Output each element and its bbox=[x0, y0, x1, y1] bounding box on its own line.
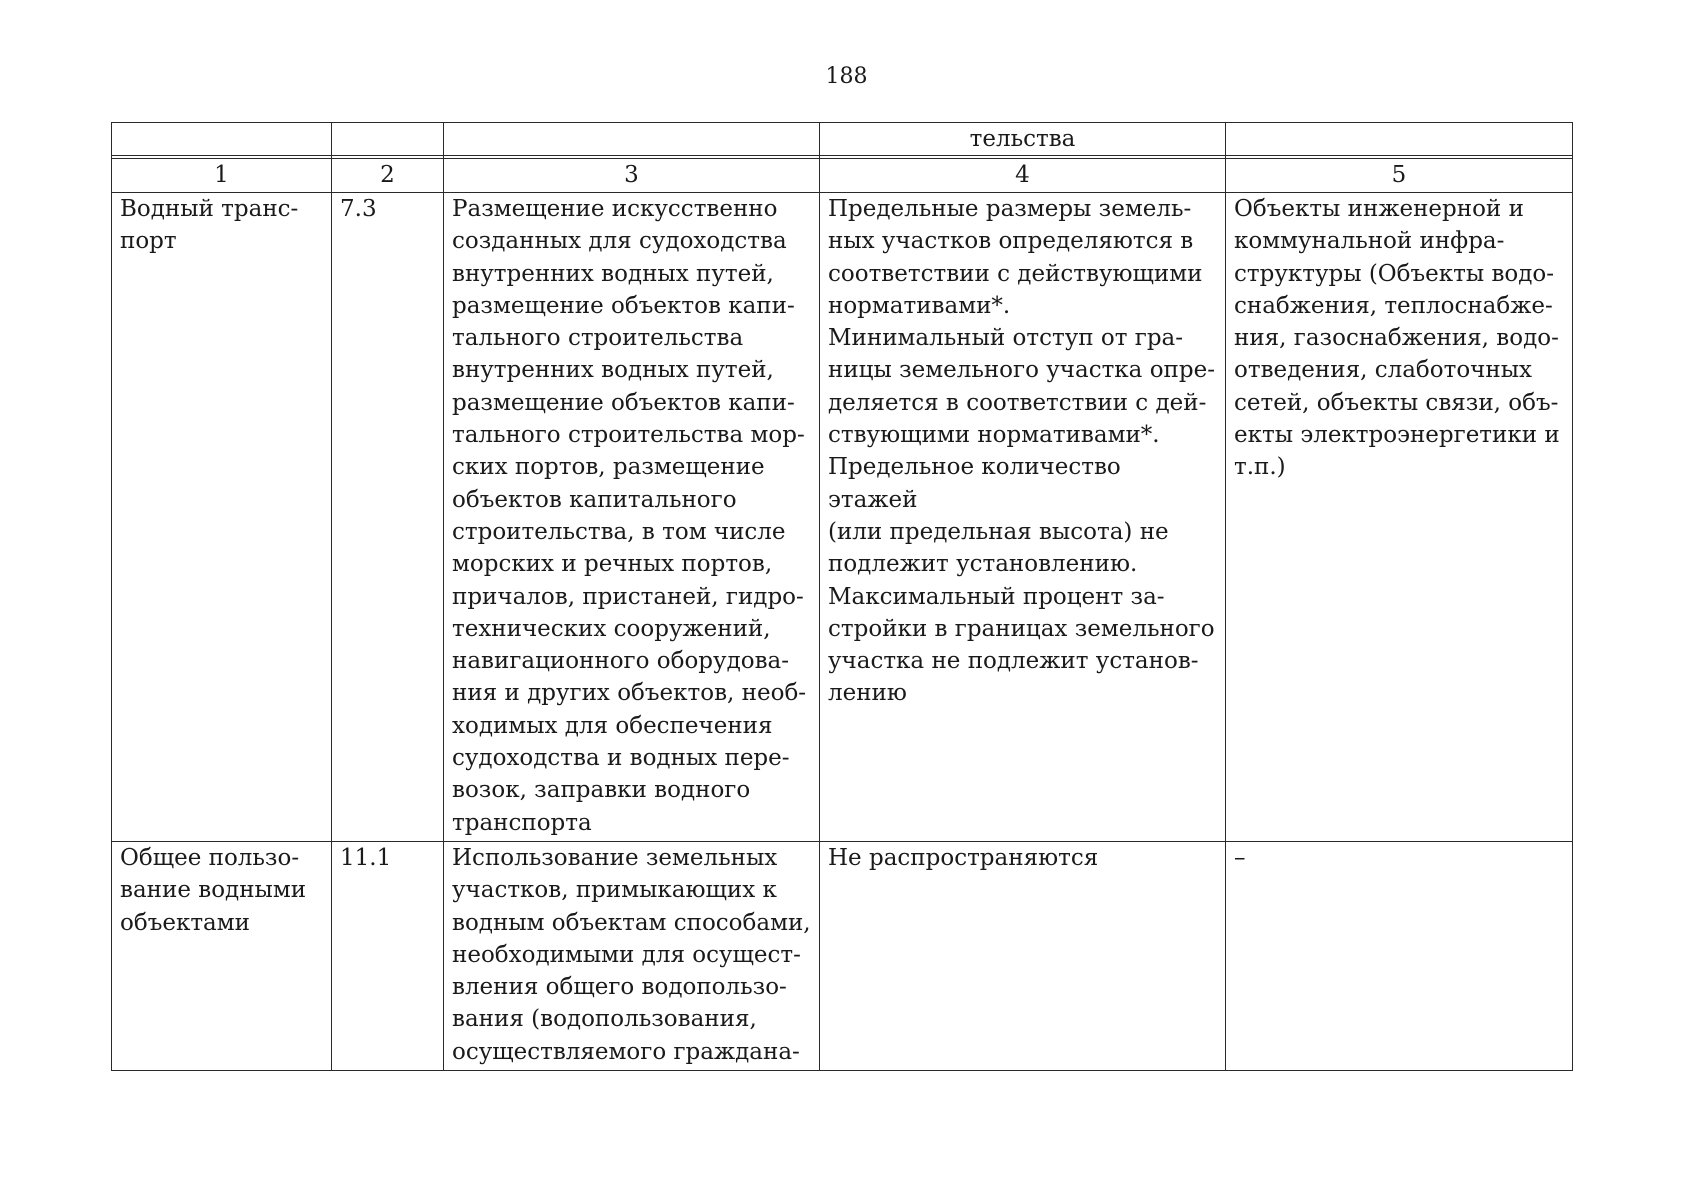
parameters-cell bbox=[820, 193, 1226, 842]
cell-line: вания (водопользования, bbox=[452, 1006, 757, 1033]
cell-line: Общее пользо- bbox=[120, 845, 300, 871]
cell-line: снабжения, теплоснабже- bbox=[1234, 292, 1553, 319]
cell-line: Размещение искусственно bbox=[452, 196, 778, 222]
page-number: 188 bbox=[825, 64, 868, 89]
cell-line: Не распространяются bbox=[828, 845, 1099, 871]
continuation-cell-5 bbox=[1226, 123, 1573, 156]
cell-line: участков, примыкающих к bbox=[452, 877, 777, 904]
cell-line: Водный транс- bbox=[120, 196, 299, 222]
cell-line: ницы земельного участка опре- bbox=[828, 357, 1215, 384]
cell-line: 11.1 bbox=[340, 845, 392, 871]
column-number-4: 4 bbox=[820, 159, 1226, 193]
auxiliary-uses-cell bbox=[1226, 842, 1573, 1071]
cell-line: Предельное количество этажей bbox=[828, 454, 1121, 513]
column-number-3: 3 bbox=[444, 159, 820, 193]
cell-line: ных участков определяются в bbox=[828, 228, 1194, 255]
cell-line: объектов капитального bbox=[452, 486, 737, 513]
cell-line: ния, газоснабжения, водо- bbox=[1234, 325, 1559, 352]
cell-line: коммунальной инфра- bbox=[1234, 228, 1505, 255]
cell-line: внутренних водных путей, bbox=[452, 260, 774, 287]
cell-line: внутренних водных путей, bbox=[452, 357, 774, 384]
cell-line: екты электроэнергетики и bbox=[1234, 422, 1560, 449]
cell-line: Минимальный отступ от гра- bbox=[828, 325, 1184, 352]
land-use-description-cell bbox=[444, 193, 820, 842]
cell-line: вления общего водопользо- bbox=[452, 974, 787, 1001]
cell-line: судоходства и водных пере- bbox=[452, 745, 790, 772]
column-number-2: 2 bbox=[332, 159, 444, 193]
cell-line: порт bbox=[120, 228, 177, 255]
cell-line: деляется в соответствии с дей- bbox=[828, 389, 1207, 416]
cell-line: соответствии с действующими bbox=[828, 260, 1203, 287]
cell-line: морских и речных портов, bbox=[452, 551, 773, 578]
cell-line: участка не подлежит установ- bbox=[828, 648, 1199, 675]
land-use-name-cell bbox=[112, 842, 332, 1071]
land-use-description-cell bbox=[444, 842, 820, 1071]
cell-line: транспорта bbox=[452, 809, 592, 836]
cell-line: Использование земельных bbox=[452, 845, 778, 871]
cell-line: стройки в границах земельного bbox=[828, 615, 1215, 642]
continuation-row bbox=[112, 123, 1573, 156]
continuation-cell-2 bbox=[332, 123, 444, 156]
continuation-cell-4: тельства bbox=[820, 123, 1226, 156]
cell-line: Максимальный процент за- bbox=[828, 583, 1165, 610]
cell-line: Объекты инженерной и bbox=[1234, 196, 1524, 222]
continuation-cell-3 bbox=[444, 123, 820, 156]
land-use-name-cell bbox=[112, 193, 332, 842]
cell-line: причалов, пристаней, гидро- bbox=[452, 583, 804, 610]
cell-line: сетей, объекты связи, объ- bbox=[1234, 389, 1559, 416]
cell-line: Предельные размеры земель- bbox=[828, 196, 1192, 222]
cell-line: необходимыми для осущест- bbox=[452, 941, 801, 968]
land-use-code-cell bbox=[332, 193, 444, 842]
cell-line: подлежит установлению. bbox=[828, 551, 1138, 578]
cell-line: водным объектам способами, bbox=[452, 909, 811, 936]
cell-line: осуществляемого граждана- bbox=[452, 1038, 800, 1065]
table-row bbox=[112, 193, 1573, 842]
table-row bbox=[112, 842, 1573, 1071]
cell-line: объектами bbox=[120, 909, 250, 936]
cell-line: навигационного оборудова- bbox=[452, 648, 790, 675]
cell-line: – bbox=[1234, 845, 1246, 871]
cell-line: лению bbox=[828, 680, 907, 707]
auxiliary-uses-cell bbox=[1226, 193, 1573, 842]
column-number-row bbox=[112, 159, 1573, 193]
cell-line: строительства, в том числе bbox=[452, 518, 786, 545]
column-number-1: 1 bbox=[112, 159, 332, 193]
land-use-code-cell bbox=[332, 842, 444, 1071]
cell-line: размещение объектов капи- bbox=[452, 389, 795, 416]
column-number-5: 5 bbox=[1226, 159, 1573, 193]
cell-line: размещение объектов капи- bbox=[452, 292, 795, 319]
cell-line: вание водными bbox=[120, 877, 307, 904]
cell-line: технических сооружений, bbox=[452, 615, 771, 642]
cell-line: ходимых для обеспечения bbox=[452, 712, 773, 739]
cell-line: 7.3 bbox=[340, 196, 377, 222]
regulations-table bbox=[111, 122, 1573, 1071]
continuation-cell-1 bbox=[112, 123, 332, 156]
cell-line: ских портов, размещение bbox=[452, 454, 765, 481]
cell-line: т.п.) bbox=[1234, 454, 1286, 481]
cell-line: тального строительства bbox=[452, 325, 744, 352]
cell-line: отведения, слаботочных bbox=[1234, 357, 1532, 384]
cell-line: созданных для судоходства bbox=[452, 228, 787, 255]
parameters-cell bbox=[820, 842, 1226, 1071]
cell-line: возок, заправки водного bbox=[452, 777, 751, 804]
cell-line: (или предельная высота) не bbox=[828, 518, 1169, 545]
cell-line: нормативами*. bbox=[828, 292, 1011, 319]
cell-line: тального строительства мор- bbox=[452, 422, 805, 449]
cell-line: ния и других объектов, необ- bbox=[452, 680, 807, 707]
cell-line: ствующими нормативами*. bbox=[828, 422, 1160, 449]
cell-line: структуры (Объекты водо- bbox=[1234, 260, 1555, 287]
